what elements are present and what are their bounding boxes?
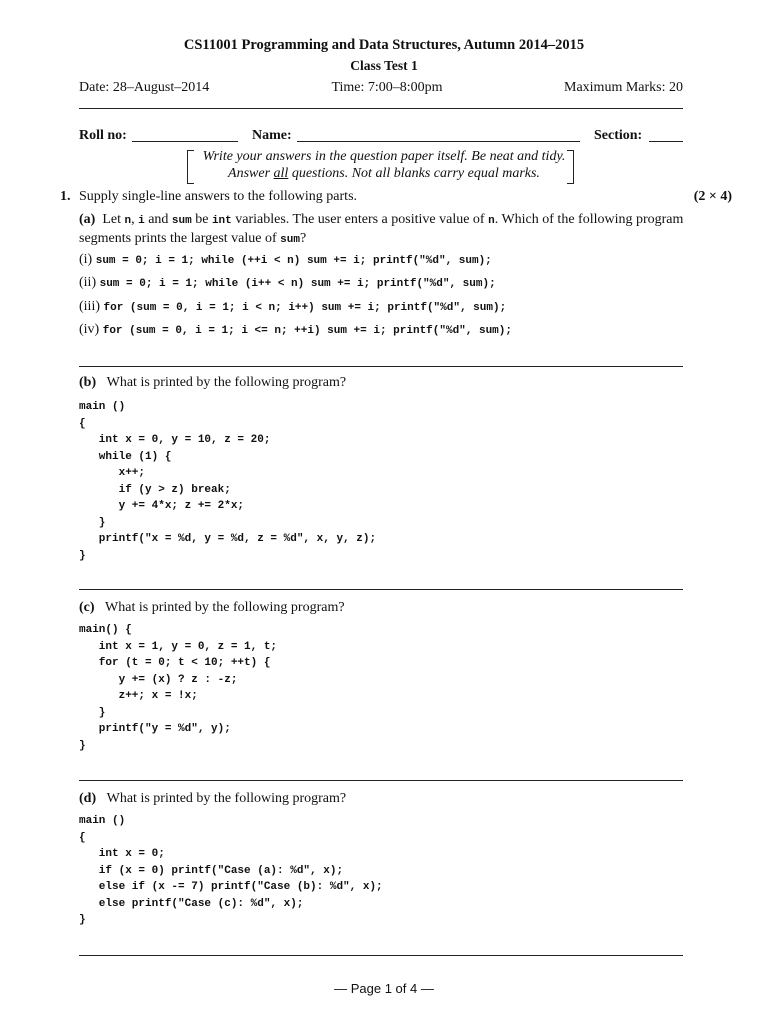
part-c-label: (c) <box>79 600 95 615</box>
question-number: 1. <box>60 189 71 204</box>
exam-title: CS11001 Programming and Data Structures, Autumn 2014–2015 <box>183 37 585 53</box>
option-ii: (ii) sum = 0; i = 1; while (i++ < n) sum += i; printf("%d", sum); <box>79 275 496 290</box>
exam-max-marks: Maximum Marks: 20 <box>564 80 683 95</box>
question-marks: (2 × 4) <box>693 189 732 204</box>
question-text: Supply single-line answers to the following parts. <box>79 189 358 204</box>
option-iv: (iv) for (sum = 0, i = 1; i <= n; ++i) sum += i; printf("%d", sum); <box>79 322 512 337</box>
name-label: Name: <box>252 128 292 143</box>
header-divider <box>79 108 683 109</box>
part-a-question: (a) Let n, i and sum be int variables. The user enters a positive value of n. Which of the following program segments prints the largest value of sum? <box>79 212 684 246</box>
part-b-question: (b) What is printed by the following program? <box>79 375 347 390</box>
section-field[interactable] <box>649 141 683 142</box>
option-i: (i) sum = 0; i = 1; while (++i < n) sum += i; printf("%d", sum); <box>79 252 492 267</box>
option-iii: (iii) for (sum = 0, i = 1; i < n; i++) sum += i; printf("%d", sum); <box>79 299 507 314</box>
part-d-label: (d) <box>79 791 97 806</box>
part-b-code: main () { int x = 0, y = 10, z = 20; while (1) { x++; if (y > z) break; y += 4*x; z += 2*x; } printf("x = %d, y = %d, z = %d", x, y, z); } <box>79 401 377 562</box>
section-label: Section: <box>594 128 643 143</box>
part-c-question: (c) What is printed by the following program? <box>79 600 345 615</box>
name-field[interactable] <box>297 141 580 142</box>
roll-no-field[interactable] <box>132 141 238 142</box>
instruction-line-1: Write your answers in the question paper itself. Be neat and tidy. <box>202 149 566 164</box>
exam-time: Time: 7:00–8:00pm <box>331 80 443 95</box>
part-d-question: (d) What is printed by the following program? <box>79 791 347 806</box>
page-number: — Page 1 of 4 — <box>334 981 434 996</box>
answer-line-a[interactable] <box>79 366 683 367</box>
exam-date: Date: 28–August–2014 <box>79 80 210 95</box>
instruction-line-2: Answer all questions. Not all blanks carry equal marks. <box>228 166 540 181</box>
answer-line-c[interactable] <box>79 780 683 781</box>
part-d-code: main () { int x = 0; if (x = 0) printf("Case (a): %d", x); else if (x -= 7) printf("Case (b): %d", x); else printf("Case (c): %d", x); } <box>79 815 383 926</box>
instructions <box>0 148 768 182</box>
roll-no-label: Roll no: <box>79 128 127 143</box>
part-a-label: (a) <box>79 212 96 227</box>
answer-line-b[interactable] <box>79 589 683 590</box>
part-b-label: (b) <box>79 375 97 390</box>
part-c-code: main() { int x = 1, y = 0, z = 1, t; for (t = 0; t < 10; ++t) { y += (x) ? z : -z; z++; x = !x; } printf("y = %d", y); } <box>79 624 278 752</box>
exam-subtitle: Class Test 1 <box>350 58 418 73</box>
answer-line-d[interactable] <box>79 955 683 956</box>
